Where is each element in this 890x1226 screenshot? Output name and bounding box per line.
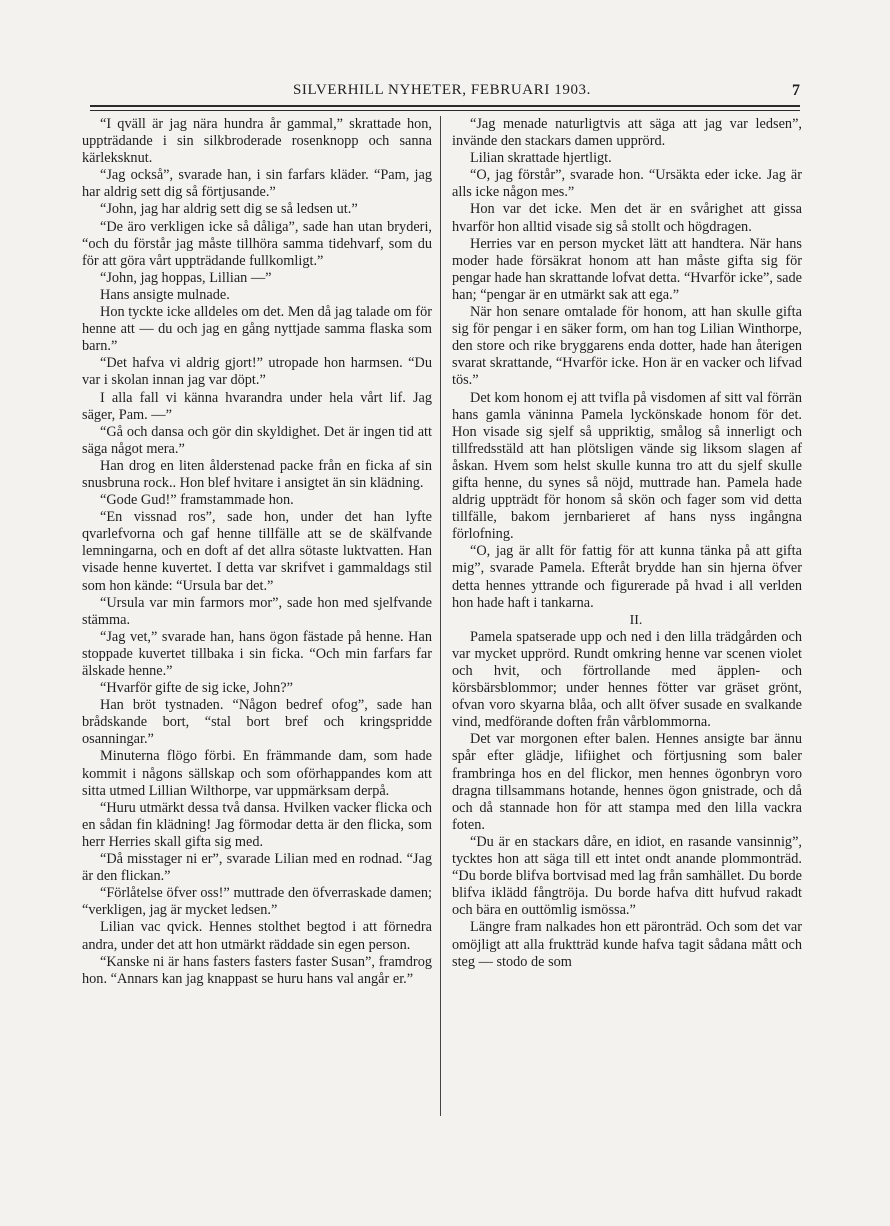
paragraph: “De äro verkligen icke så dåliga”, sade han utan bryderi, “och du förstår jag måste tillhöra samma tidehvarf, som du för att göra vårt uppträdande fullkomligt.” bbox=[82, 218, 432, 269]
paragraph: Han drog en liten ålderstenad packe från en ficka af sin snusbruna rock.. Hon blef hvitare i ansigtet än sin klädning. bbox=[82, 457, 432, 491]
paragraph: Hon tyckte icke alldeles om det. Men då jag talade om för henne att — du och jag en gång nyttjade samma flaska som barn.” bbox=[82, 304, 432, 355]
paragraph: “Ursula var min farmors mor”, sade hon med sjelfvande stämma. bbox=[82, 594, 432, 628]
page-header bbox=[84, 82, 800, 104]
paragraph: Herries var en person mycket lätt att handtera. När hans moder hade försäkrat honom att han måste gifta sig för pengar hade han skrattande lofvat detta. “Hvarför icke”, sade han; “pengar är en utmärkt sak att ega.” bbox=[452, 235, 802, 303]
left-column bbox=[82, 116, 432, 988]
paragraph: Lilian skrattade hjertligt. bbox=[470, 150, 612, 167]
paragraph: “O, jag är allt för fattig för att kunna tänka på att gifta mig”, svarade Pamela. Efteråt brydde han sin hjerna öfver detta hennes yttrande och figurerade på hvad i all verlden hon hade haft i tankarna. bbox=[452, 543, 802, 611]
paragraph: Hon var det icke. Men det är en svårighet att gissa hvarför hon alltid visade sig så stollt och högdragen. bbox=[452, 201, 802, 235]
paragraph: “Jag vet,” svarade han, hans ögon fästade på henne. Han stoppade kuvertet tillbaka i sin ficka. “Och min farfars far älskade henne.” bbox=[82, 628, 432, 679]
paragraph: Han bröt tystnaden. “Någon bedref ofog”, sade han brådskande bort, “stal bort bref och kringspridde osanningar.” bbox=[82, 697, 432, 748]
paragraph: Det var morgonen efter balen. Hennes ansigte bar ännu spår efter glädje, lifiighet och förtjusning som baler frambringa hos en del flickor, men hennes ögonbryn voro dragna tillsammans hotande, hennes ögon gnistrade, och då och då stannade hon för att stampa med den lilla vackra foten. bbox=[452, 731, 802, 833]
paragraph: I alla fall vi känna hvarandra under hela vårt lif. Jag säger, Pam. —” bbox=[82, 389, 432, 423]
paragraph: “O, jag förstår”, svarade hon. “Ursäkta eder icke. Jag är alls icke någon mes.” bbox=[452, 167, 802, 201]
header-title: SILVERHILL NYHETER, FEBRUARI 1903. bbox=[292, 82, 592, 98]
paragraph: “I qväll är jag nära hundra år gammal,” skrattade hon, uppträdande i sin silkbroderade rosenknopp och sanna kärleksknut. bbox=[82, 116, 432, 167]
paragraph: “Hvarför gifte de sig icke, John?” bbox=[100, 680, 293, 697]
header-rule-thin bbox=[90, 110, 800, 111]
paragraph: “Jag också”, svarade han, i sin farfars kläder. “Pam, jag har aldrig sett dig så förtjusande.” bbox=[82, 167, 432, 201]
paragraph: Pamela spatserade upp och ned i den lilla trädgården och var mycket upprörd. Rundt omkring henne var scenen violet och hvit, och förtrollande med äpplen- och körsbärsblommor; under hennes fötter var gräset grönt, ofvan voro skyarna blåa, och allt öfver susade en svalkande vind, medförande doften från vårblommorna. bbox=[452, 628, 802, 731]
paragraph: “John, jag har aldrig sett dig se så ledsen ut.” bbox=[100, 201, 358, 218]
paragraph: “En vissnad ros”, sade hon, under det han lyfte qvarlefvorna och gaf henne tillfälle att se de skälfvande lemningarna, och en doft af det allra sötaste luktvatten. Han visade henne kuvertet. I detta var skrifvet i gammaldags stil som hon kände: “Ursula bar det.” bbox=[82, 509, 432, 594]
paragraph: “Huru utmärkt dessa två dansa. Hvilken vacker flicka och en sådan fin klädning! Jag förmodar detta är den flicka, som herr Herries skall gifta sig med. bbox=[82, 799, 432, 850]
paragraph: “John, jag hoppas, Lillian —” bbox=[100, 269, 272, 286]
paragraph: Hans ansigte mulnade. bbox=[100, 286, 230, 303]
paragraph: När hon senare omtalade för honom, att han skulle gifta sig för pengar i en säker form, om han tog Lilian Winthorpe, den store och rike bryggarens enda dotter, hade han återigen svarat skrattande, “Hvarför icke. Hon är en vacker och lifvad tös.” bbox=[452, 304, 802, 389]
paragraph: Lilian vac qvick. Hennes stolthet begtod i att förnedra andra, under det att hon utmärkt räddade sin egen person. bbox=[82, 919, 432, 953]
paragraph: “Kanske ni är hans fasters fasters faster Susan”, framdrog hon. “Annars kan jag knappast se huru hans val angår er.” bbox=[82, 953, 432, 987]
paragraph: “Du är en stackars dåre, en idiot, en rasande vansinnig”, tycktes hon att säga till ett intet ondt anande plommonträd. “Du borde blifva bortvisad med lag från samhället. Du borde blifva iklädd fångtröja. Du borde hafva ditt hufvud rakadt och bära en outtömlig ismössa.” bbox=[452, 833, 802, 919]
paragraph: “Gå och dansa och gör din skyldighet. Det är ingen tid att säga något mera.” bbox=[82, 423, 432, 457]
column-divider bbox=[440, 116, 441, 1116]
right-column bbox=[452, 116, 802, 971]
paragraph: Minuterna flögo förbi. En främmande dam, som hade kommit i någons sällskap och som oförhappandes kom att sitta utmed Lillian Wilthorpe, var uppmärksam derpå. bbox=[82, 748, 432, 799]
header-rule-thick bbox=[90, 105, 800, 107]
page-number: 7 bbox=[792, 82, 800, 99]
paragraph: “Då misstager ni er”, svarade Lilian med en rodnad. “Jag är den flickan.” bbox=[82, 851, 432, 885]
paragraph: “Det hafva vi aldrig gjort!” utropade hon harmsen. “Du var i skolan innan jag var döpt.” bbox=[82, 355, 432, 389]
paragraph: “Förlåtelse öfver oss!” muttrade den öfverraskade damen; “verkligen, jag är mycket ledsen.” bbox=[82, 885, 432, 919]
paragraph: Det kom honom ej att tvifla på visdomen af sitt val förrän hans gamla väninna Pamela lyckönskade honom för det. Hon visade sig sjelf så uppriktig, smålog så innerligt och tillfredsstäld att han plötsligen vände sig liksom slagen af åskan. Hvem som helst skulle kunna tro att du sjelf skulle gifta henne, du synes så nöjd, muttrade han. Pamela hade aldrig uppträdt för honom så skön och fager som vid detta tillfälle, bakom jernbarieret af hans nyss ingångna förlofning. bbox=[452, 389, 802, 543]
section-heading: II. bbox=[629, 612, 643, 628]
paragraph: “Jag menade naturligtvis att säga att jag var ledsen”, invände den stackars damen upprörd. bbox=[452, 116, 802, 150]
paragraph: Längre fram nalkades hon ett päronträd. Och som det var omöjligt att alla fruktträd kunde hafva tagit sådana mått och steg — stodo de som bbox=[452, 919, 802, 970]
paragraph: “Gode Gud!” framstammade hon. bbox=[100, 492, 294, 509]
